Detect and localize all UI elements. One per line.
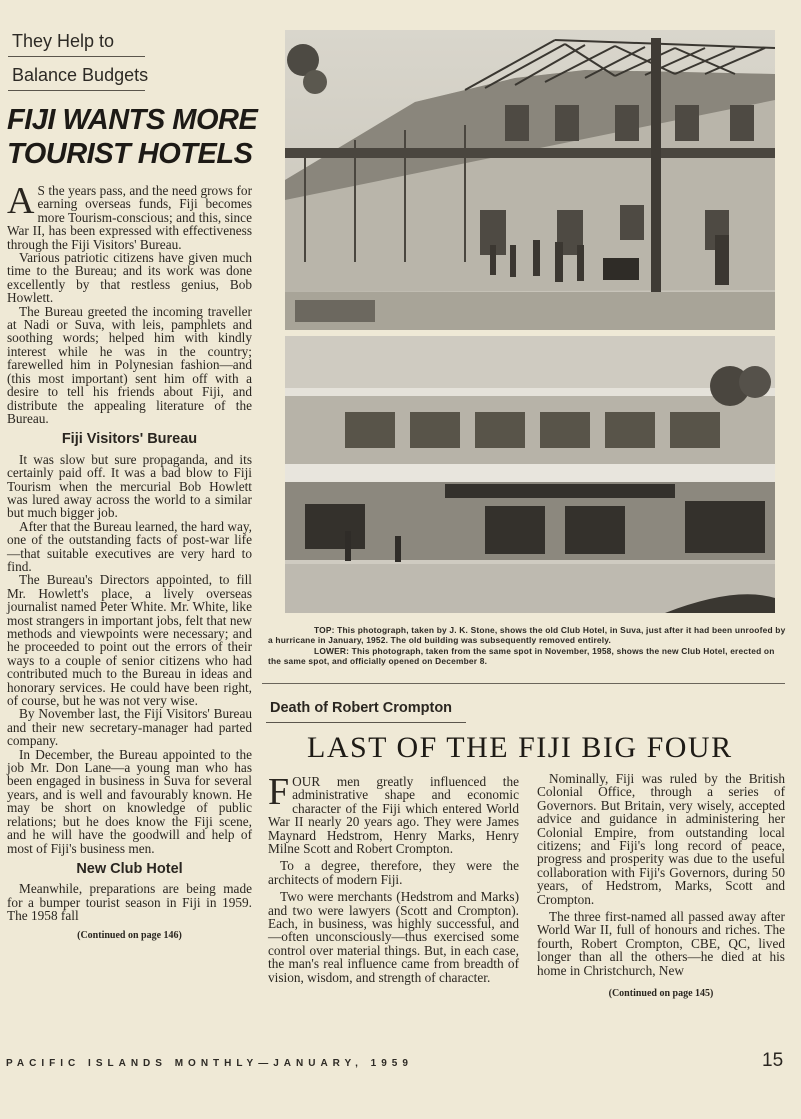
left-paragraph-7: By November last, the Fiji Visitors' Bureau and their new secretary-manager had parted company. [7, 706, 252, 749]
kicker-line1: They Help to [12, 31, 115, 51]
kicker-divider [8, 56, 145, 57]
continued-note-right: (Continued on page 145) [608, 988, 714, 1000]
left-paragraph-4: It was slow but sure propaganda, and its certainly paid off. It was a bad blow to Fiji Tourism when the mercurial Bob Howlett was lured away across the world to a similar but much bigger job. [7, 451, 252, 521]
drop-cap-f: F [268, 771, 290, 813]
left-paragraph-8: In December, the Bureau appointed to the job Mr. Don Lane—a young man who has been engaged in business in Suva for several years, and is well and favourably known. He may be short on knowledge of public relations; but he does know the Fiji scene, and he will have the goodwill and help of most of Fiji's business men. [7, 746, 252, 856]
headline-line1: FIJI WANTS MORE [7, 104, 258, 136]
mid-paragraph-2: To a degree, therefore, they were the architects of modern Fiji. [268, 858, 519, 887]
subheading-new-club-hotel: New Club Hotel [76, 860, 183, 877]
footer-publication: PACIFIC ISLANDS MONTHLY—JANUARY, 1959 [6, 1058, 413, 1069]
section-title: Death of Robert Crompton [270, 700, 453, 716]
mid-paragraph-1: OUR men greatly influenced the administrative shape and economic character of the Fiji which entered World War II nearly 20 years ago. They were James Maynard Hedstrom, Henry Marks, Henry Milne Scott and Robert Crompton. [268, 774, 519, 857]
right-paragraph-1: Nominally, Fiji was ruled by the British Colonial Office, through a series of Governors. But Britain, very wisely, accepted advice and guidance in administering her Colonial Empire, from outstanding local citizens; and Fiji's long record of peace, progress and prosperity was due to the useful collaboration with Fiji's Governors, during 50 years, of Hedstrom, Marks, Scott and Crompton. [537, 771, 785, 907]
headline-line2: TOURIST HOTELS [7, 138, 253, 170]
right-article-column [537, 772, 785, 1001]
middle-article-column [268, 771, 519, 985]
kicker-line2: Balance Budgets [12, 65, 149, 85]
continued-note-left: (Continued on page 146) [77, 929, 182, 941]
kicker-underline [8, 90, 145, 91]
left-paragraph-6: The Bureau's Directors appointed, to fill Mr. Howlett's place, a lively overseas journalist named Peter White. Mr. White, like most strangers in important jobs, felt that new methods and viewpoints were necessary; and he proceeded to point out the errors of their ways to a couple of senior citizens who had contributed much to the Bureau in ideas and honorary services. He could have been right, of course, but he was not very wise. [7, 572, 252, 709]
left-article-column [7, 180, 252, 942]
caption-divider [262, 683, 785, 684]
mid-paragraph-3: Two were merchants (Hedstrom and Marks) and two were lawyers (Scott and Crompton). Each, in business, was highly successful, and—often unconsciously—thus exercised some control over material things. But, in each case, the man's real influence came from breadth of vision, wisdom, and strength of character. [268, 889, 519, 985]
left-paragraph-2: Various patriotic citizens have given much time to the Bureau; and its work was done excellently by that restless genius, Bob Howlett. [7, 250, 252, 306]
caption-top: TOP: This photograph, taken by J. K. Stone, shows the old Club Hotel, in Suva, just after it had been unroofed by a hurricane in January, 1952. The old building was subsequently removed entirely. [268, 625, 786, 646]
photo-old-club-hotel [285, 30, 775, 330]
section-title-underline [266, 722, 466, 723]
photo-caption [268, 625, 786, 667]
article-title: LAST OF THE FIJI BIG FOUR [307, 731, 733, 764]
left-paragraph-3: The Bureau greeted the incoming traveller at Nadi or Suva, with leis, pamphlets and soothing words; helped him with kindly interest while he was in the country; farewelled him in Polynesian fashion—and (this most important) sent him off with a desire to tell his friends about Fiji, and distribute the appealing literature of the Bureau. [7, 303, 252, 426]
photo-old-club-hotel-image [285, 30, 775, 330]
caption-lower: LOWER: This photograph, taken from the same spot in November, 1958, shows the new Club Hotel, erected on the same spot, and officially opened on December 8. [268, 645, 775, 667]
drop-cap-a: A [7, 180, 35, 222]
subheading-visitors-bureau: Fiji Visitors' Bureau [61, 431, 198, 448]
photo-new-club-hotel [285, 336, 775, 613]
left-paragraph-5: After that the Bureau learned, the hard way, one of the outstanding facts of post-war life—that suitable executives are very hard to find. [7, 518, 252, 574]
right-paragraph-2: The three first-named all passed away after World War II, full of honours and riches. The fourth, Robert Crompton, CBE, QC, lived longer than all the others—he died at his home in Christchurch, New [537, 909, 785, 978]
photo-new-club-hotel-image [285, 336, 775, 613]
page-number: 15 [762, 1050, 784, 1071]
left-paragraph-9: Meanwhile, preparations are being made for a bumper tourist season in Fiji in 1959. The 1958 fall [7, 881, 252, 924]
left-paragraph-1: S the years pass, and the need grows for earning overseas funds, Fiji becomes more Tourism-conscious; and this, since War II, has been expressed with effectiveness through the Fiji Visitors' Bureau. [7, 183, 252, 252]
